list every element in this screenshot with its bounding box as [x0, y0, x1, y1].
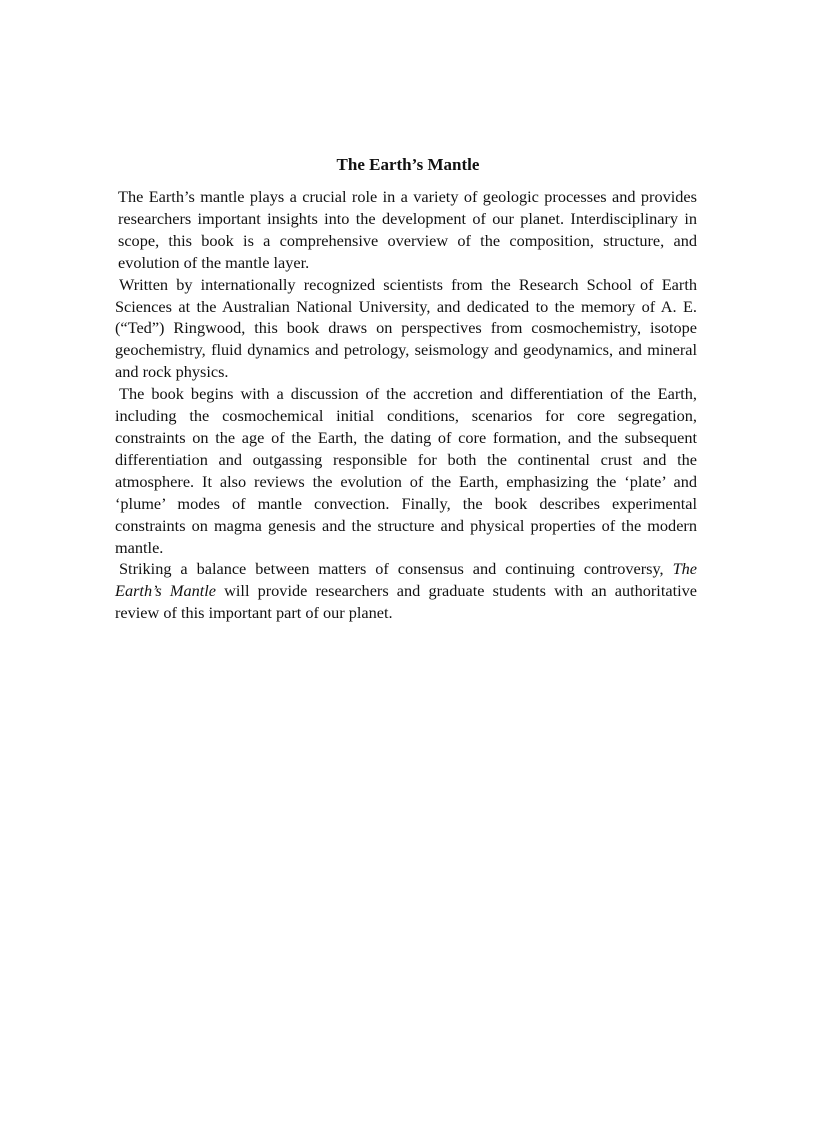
paragraph-intro: The Earth’s mantle plays a crucial role in a variety of geologic processes and provides researchers important insights into the development of our planet. Interdisciplinary in scope, this book is a comprehensive overview of the composition, structure, and evolution of the mantle layer.	[118, 187, 697, 272]
book-title-italic: The Earth’s Mantle	[115, 559, 697, 601]
conclusion-text-end: will provide researchers and graduate students with an authoritative review of this important part of our planet.	[115, 581, 697, 623]
page-title: The Earth’s Mantle	[336, 155, 480, 175]
book-description	[115, 186, 697, 624]
paragraph-conclusion	[115, 558, 697, 624]
conclusion-text-start: Striking a balance between matters of consensus and continuing controversy,	[119, 559, 673, 579]
paragraph-contents: The book begins with a discussion of the accretion and differentiation of the Earth, including the cosmochemical initial conditions, scenarios for core segregation, constraints on the age of the Earth, the dating of core formation, and the subsequent differentiation and outgassing responsible for both the continental crust and the atmosphere. It also reviews the evolution of the Earth, emphasizing the ‘plate’ and ‘plume’ modes of mantle convection. Finally, the book describes experimental constraints on magma genesis and the structure and physical properties of the modern mantle.	[115, 384, 697, 557]
paragraph-authors: Written by internationally recognized scientists from the Research School of Earth Sciences at the Australian National University, and dedicated to the memory of A. E. (“Ted”) Ringwood, this book draws on perspectives from cosmochemistry, isotope geochemistry, fluid dynamics and petrology, seismology and geodynamics, and mineral and rock physics.	[115, 274, 697, 382]
